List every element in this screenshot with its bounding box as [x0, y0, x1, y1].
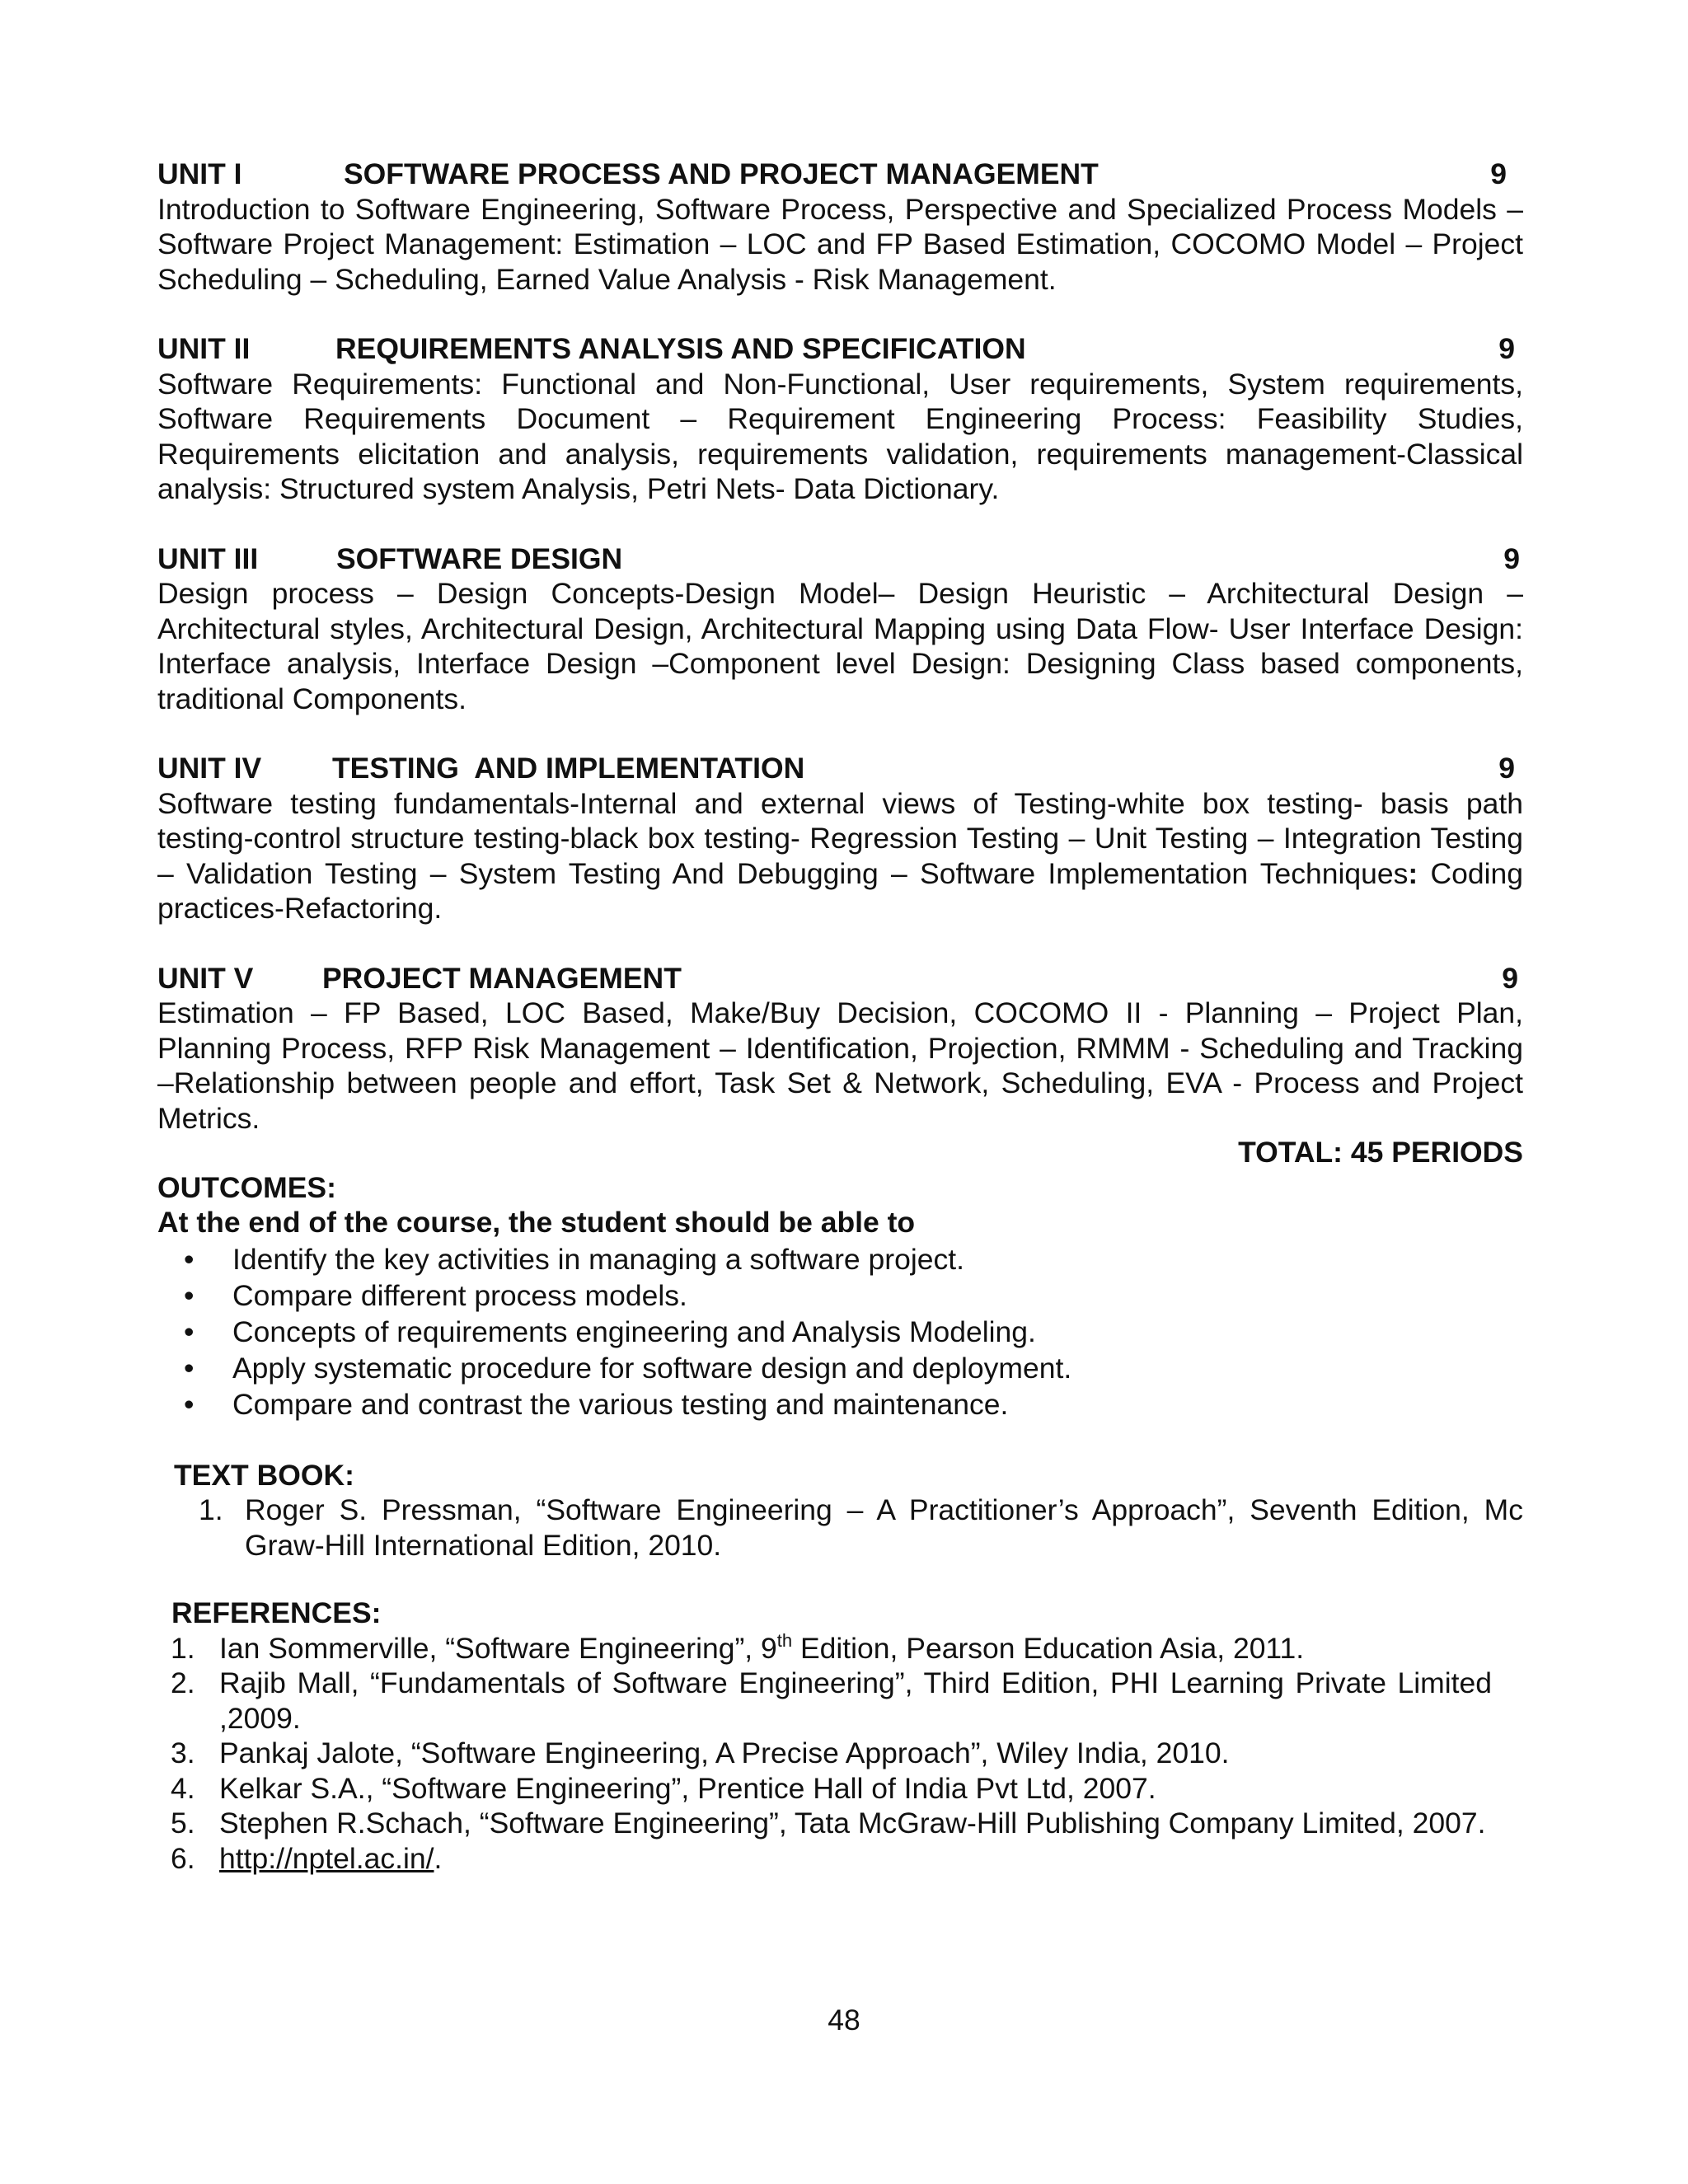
unit-description-tail: Coding practices-Refactoring. [157, 856, 1523, 925]
outcome-text: Concepts of requirements engineering and Analysis Modeling. [232, 1315, 1036, 1348]
unit-hours: 9 [1490, 157, 1507, 190]
unit-heading [157, 157, 1523, 192]
unit-hours: 9 [1502, 961, 1518, 995]
total-periods: TOTAL: 45 PERIODS [1238, 1136, 1523, 1169]
unit-heading [157, 751, 1523, 786]
textbook-list [174, 1493, 1523, 1563]
unit-4 [157, 751, 1523, 926]
unit-3 [157, 541, 1523, 717]
unit-2 [157, 331, 1523, 507]
reference-text: Rajib Mall, “Fundamentals of Software Engineering”, Third Edition, PHI Learning Private Limited ,2009. [219, 1666, 1492, 1735]
unit-title: SOFTWARE DESIGN [336, 541, 623, 575]
unit-description: Introduction to Software Engineering, Software Process, Perspective and Specialized Process Models – Software Project Management: Estimation – LOC and FP Based Estimation, COCOMO Model – Project Scheduling – Scheduling, Earned Value Analysis - Risk Management. [157, 192, 1523, 296]
outcome-text: Identify the key activities in managing a software project. [232, 1242, 964, 1276]
references-section [157, 1596, 1523, 1876]
outcomes-intro: At the end of the course, the student should be able to [157, 1206, 916, 1239]
bullet-icon: • [184, 1278, 195, 1312]
page-number: 48 [828, 2004, 860, 2036]
list-item [157, 1631, 1523, 1666]
list-item [157, 1771, 1523, 1807]
unit-label: UNIT V [157, 961, 254, 995]
unit-description: Estimation – FP Based, LOC Based, Make/Buy Decision, COCOMO II - Planning – Project Plan, Planning Process, RFP Risk Management – Identification, Projection, RMMM - Scheduling and Tracking –Relationship between people and effort, Task Set & Network, Scheduling, EVA - Process and Project Metrics. [157, 996, 1523, 1135]
outcomes-section [157, 1170, 1523, 1423]
list-item [157, 1351, 1523, 1387]
unit-label: UNIT I [157, 157, 242, 190]
reference-text: Stephen R.Schach, “Software Engineering”, Tata McGraw-Hill Publishing Company Limited, 2007. [219, 1807, 1486, 1840]
references-heading: REFERENCES: [171, 1596, 382, 1629]
list-item [174, 1493, 1523, 1563]
outcome-text: Apply systematic procedure for software design and deployment. [232, 1351, 1072, 1385]
outcome-text: Compare and contrast the various testing and maintenance. [232, 1387, 1009, 1421]
bullet-icon: • [184, 1315, 195, 1348]
outcomes-list [157, 1242, 1523, 1423]
outcomes-heading: OUTCOMES: [157, 1170, 336, 1204]
unit-title: SOFTWARE PROCESS AND PROJECT MANAGEMENT [344, 157, 1099, 190]
unit-label: UNIT IV [157, 752, 262, 785]
textbook-citation: Roger S. Pressman, “Software Engineering – A Practitioner’s Approach”, Seventh Edition, Mc Graw-Hill International Edition, 2010. [245, 1493, 1523, 1562]
list-item [157, 1806, 1523, 1841]
list-number: 4. [171, 1771, 195, 1805]
unit-description: Design process – Design Concepts-Design Model– Design Heuristic – Architectural Design – Architectural styles, Architectural Design, Architectural Mapping using Data Flow- User Interface Design: Interface analysis, Interface Design –Component level Design: Designing Class based components, traditional Components. [157, 577, 1523, 715]
bullet-icon: • [184, 1242, 195, 1276]
list-number: 1. [171, 1631, 195, 1665]
unit-description-text: Software testing fundamentals-Internal and external views of Testing-white box testing- basis path testing-control structure testing-black box testing- Regression Testing – Unit Testing – Integration Testing – Validation Testing – System Testing And Debugging – Software Implementation Techniques [157, 786, 1523, 890]
list-item [157, 1242, 1523, 1278]
unit-heading [157, 331, 1523, 367]
unit-hours: 9 [1498, 752, 1515, 785]
unit-title: PROJECT MANAGEMENT [322, 961, 682, 995]
list-number: 1. [199, 1493, 223, 1526]
unit-title: REQUIREMENTS ANALYSIS AND SPECIFICATION [335, 332, 1026, 365]
reference-text: Pankaj Jalote, “Software Engineering, A Precise Approach”, Wiley India, 2010. [219, 1736, 1230, 1769]
textbook-heading: TEXT BOOK: [174, 1458, 354, 1492]
unit-description: Software Requirements: Functional and Non-Functional, User requirements, System requirements, Software Requirements Document – Requirement Engineering Process: Feasibility Studies, Requirements elicitation and analysis, requirements validation, requirements management-Classical analysis: Structured system Analysis, Petri Nets- Data Dictionary. [157, 367, 1523, 505]
outcome-text: Compare different process models. [232, 1278, 687, 1312]
reference-superscript: th [776, 1629, 793, 1651]
unit-hours: 9 [1498, 332, 1515, 365]
unit-description [157, 786, 1523, 926]
reference-text: Kelkar S.A., “Software Engineering”, Prentice Hall of India Pvt Ltd, 2007. [219, 1771, 1156, 1805]
list-number: 2. [171, 1666, 195, 1699]
unit-description-colon: : [1408, 856, 1418, 890]
unit-hours: 9 [1503, 541, 1520, 575]
list-item [157, 1841, 1523, 1877]
unit-heading [157, 961, 1523, 996]
unit-1 [157, 157, 1523, 297]
unit-5 [157, 961, 1523, 1137]
nptel-link[interactable]: http://nptel.ac.in/ [219, 1841, 434, 1875]
unit-heading [157, 541, 1523, 577]
list-number: 6. [171, 1841, 195, 1875]
references-list [171, 1631, 1523, 1877]
reference-text: Ian Sommerville, “Software Engineering”, 9 [219, 1631, 777, 1665]
list-item [157, 1387, 1523, 1423]
list-number: 5. [171, 1807, 195, 1840]
unit-title: TESTING AND IMPLEMENTATION [332, 752, 805, 785]
list-item [157, 1736, 1523, 1771]
reference-text-tail: Edition, Pearson Education Asia, 2011. [792, 1631, 1305, 1665]
textbook-section [157, 1458, 1523, 1563]
syllabus-page [157, 157, 1523, 1876]
reference-text-tail: . [434, 1841, 443, 1875]
unit-label: UNIT II [157, 332, 251, 365]
list-item [157, 1666, 1523, 1736]
unit-label: UNIT III [157, 541, 259, 575]
list-item [157, 1315, 1523, 1351]
list-number: 3. [171, 1736, 195, 1769]
list-item [157, 1278, 1523, 1315]
bullet-icon: • [184, 1387, 195, 1421]
bullet-icon: • [184, 1351, 195, 1385]
